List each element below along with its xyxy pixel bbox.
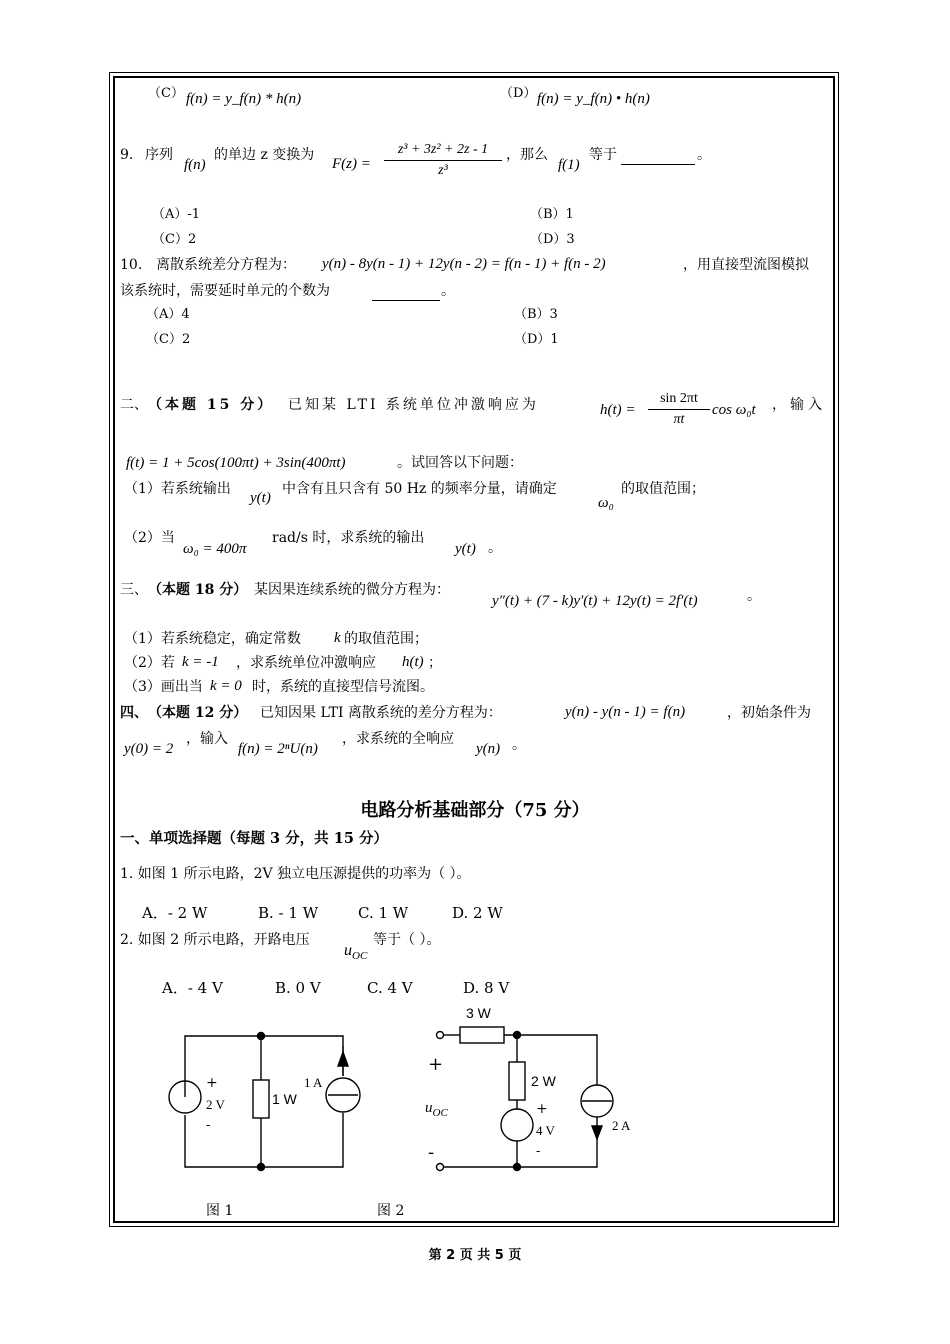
p2-h-expr: h(t) =	[600, 402, 636, 418]
q9-f1: f(1)	[558, 157, 580, 173]
p4-text-2: ，输入	[186, 731, 228, 747]
circuit-part-title: 电路分析基础部分（75 分）	[360, 800, 590, 821]
fig1-plus-label: +	[206, 1075, 218, 1091]
fig1-resistor	[253, 1080, 269, 1118]
p2-q1-text-b: 中含有且只含有 50 Hz 的频率分量，请确定	[282, 481, 557, 497]
p2-q2-w: ω₀ = 400π	[183, 541, 247, 557]
fig2-resistor-2ohm-label: 2 W	[531, 1073, 556, 1089]
p4-heading-end: ，初始条件为	[727, 705, 811, 721]
p2-heading-end: ，输入	[772, 397, 826, 413]
cq2-text-2: 等于（ ）。	[373, 932, 441, 948]
fig2-voltage-source	[501, 1109, 533, 1141]
cq2-uoc: $u_{OC}$	[344, 942, 368, 963]
page-number: 第 2 页 共 5 页	[428, 1248, 522, 1263]
p2-h-numerator: sin 2πt	[660, 391, 698, 406]
p3-q3-text-b: 时，系统的直接型信号流图。	[252, 679, 434, 695]
p3-q2-text-a: （2）若	[124, 655, 175, 671]
p3-equation-end: 。	[747, 588, 761, 604]
p3-heading-prefix: 三、	[120, 582, 148, 598]
p3-q1-text-b: 的取值范围；	[344, 631, 428, 647]
q9-numerator: z³ + 3z² + 2z - 1	[397, 142, 489, 157]
p2-q2-text-a: （2）当	[124, 530, 175, 546]
fig2-resistor-3ohm-label: 3 W	[466, 1005, 491, 1021]
p4-heading-prefix: 四、	[120, 705, 148, 721]
cq2-option-d: D. 8 V	[463, 979, 510, 997]
q9-number: 9.	[120, 147, 134, 163]
p2-q1-y: y(t)	[250, 490, 271, 506]
fig1-node-top	[258, 1033, 265, 1040]
p4-text-3: ，求系统的全响应	[342, 731, 454, 747]
p3-q2-h: h(t)	[402, 654, 424, 670]
q10-line-2-end: 。	[441, 283, 455, 299]
fig2-vs-label: 4 V	[536, 1123, 555, 1138]
p3-q3-k: k = 0	[210, 678, 242, 694]
p4-equation: y(n) - y(n - 1) = f(n)	[565, 704, 686, 720]
p3-q1-k: k	[334, 630, 341, 646]
fig1-node-bottom	[258, 1164, 265, 1171]
p2-h-denominator: πt	[673, 412, 685, 427]
p2-h-cos: cos ω₀t	[712, 402, 756, 418]
p2-heading-text: 已知某 LTI 系统单位冲激响应为	[288, 397, 539, 413]
p3-equation: y″(t) + (7 - k)y′(t) + 12y(t) = 2f′(t)	[492, 593, 698, 609]
p3-q2-text-c: ；	[428, 655, 442, 671]
cq1-option-b: B. - 1 W	[258, 904, 319, 922]
fig2-current-arrow	[592, 1126, 602, 1139]
p2-q2-text-c: 。	[488, 540, 502, 556]
q9-fn: f(n)	[184, 157, 206, 173]
p3-q2-k: k = -1	[182, 654, 219, 670]
q9-text-5: 。	[697, 147, 711, 163]
fig2-resistor-3ohm	[460, 1027, 504, 1043]
fig2-vs-plus: +	[536, 1101, 548, 1117]
p2-heading-score: （本题 15 分）	[148, 397, 275, 413]
fig2-resistor-2ohm	[509, 1062, 525, 1100]
cq2-text-1: 2. 如图 2 所示电路，开路电压	[120, 932, 310, 948]
p4-heading-score: （本题 12 分）	[148, 705, 248, 721]
q10-line-2: 该系统时，需要延时单元的个数为	[120, 283, 330, 299]
q9-text-3: ，那么	[506, 147, 548, 163]
fig2-terminal-bottom	[437, 1164, 444, 1171]
p3-q1-text-a: （1）若系统稳定，确定常数	[124, 631, 301, 647]
fig1-resistor-label: 1 W	[272, 1091, 297, 1107]
q9-option-a: （A）-1	[152, 207, 201, 222]
fig2-terminal-top	[437, 1032, 444, 1039]
figure-2	[437, 1027, 614, 1171]
q9-option-b: （B）1	[530, 207, 574, 222]
p4-f-expr: f(n) = 2ⁿU(n)	[238, 741, 318, 757]
fig1-minus-label: -	[206, 1118, 211, 1133]
q10-option-d: （D）1	[514, 332, 559, 347]
p3-q2-text-b: ，求系统单位冲激响应	[236, 655, 376, 671]
fig2-vs-minus: -	[536, 1144, 541, 1159]
p3-heading-score: （本题 18 分）	[148, 582, 248, 598]
fig2-output-minus: -	[428, 1142, 435, 1163]
q9-option-c: （C）2	[152, 232, 197, 247]
q10-text-1: 离散系统差分方程为：	[156, 257, 296, 273]
fig2-output-plus: +	[428, 1054, 444, 1075]
q10-text-2: ，用直接型流图模拟	[683, 257, 809, 273]
q9-text-4: 等于	[589, 147, 617, 163]
q9-text-2: 的单边 z 变换为	[214, 147, 315, 163]
fig1-current-arrow	[338, 1052, 348, 1066]
cq2-option-a: A．- 4 V	[162, 979, 223, 997]
p4-init: y(0) = 2	[124, 741, 174, 757]
p4-heading-text: 已知因果 LTI 离散系统的差分方程为：	[260, 705, 502, 721]
p3-q3-text-a: （3）画出当	[124, 679, 203, 695]
p4-yn: y(n)	[476, 741, 501, 757]
cq1-option-d: D. 2 W	[452, 904, 503, 922]
q10-equation: y(n) - 8y(n - 1) + 12y(n - 2) = f(n - 1) + f(n - 2)	[322, 256, 606, 272]
cq1-option-a: A．- 2 W	[142, 904, 208, 922]
p4-text-4: 。	[512, 737, 526, 753]
circuit-section-heading: 一、单项选择题（每题 3 分，共 15 分）	[120, 830, 388, 847]
cq2-option-c: C. 4 V	[367, 979, 413, 997]
q9-denominator: z³	[438, 163, 448, 178]
cq1-text: 1. 如图 1 所示电路，2V 独立电压源提供的功率为（ ）。	[120, 866, 471, 882]
fig1-current-label: 1 A	[304, 1075, 323, 1090]
fig2-current-label: 2 A	[612, 1118, 631, 1133]
p2-q2-y: y(t)	[455, 541, 476, 557]
q10-option-b: （B）3	[514, 307, 558, 322]
fig1-caption: 图 1	[206, 1203, 234, 1219]
p2-q2-text-b: rad/s 时，求系统的输出	[272, 530, 425, 546]
figure-1	[169, 1033, 360, 1171]
p2-q1-text-a: （1）若系统输出	[124, 481, 231, 497]
p3-heading-text: 某因果连续系统的微分方程为：	[254, 582, 450, 598]
q10-option-a: （A）4	[146, 307, 190, 322]
q8-option-c-label: （C）	[148, 86, 184, 101]
q8-option-d-expr: f(n) = y_f(n) • h(n)	[537, 91, 650, 107]
fig1-voltage-label: 2 V	[206, 1097, 225, 1112]
q8-option-d-label: （D）	[500, 86, 537, 101]
cq1-option-c: C. 1 W	[358, 904, 409, 922]
fig2-uoc-label: $u_{OC}$	[425, 1100, 448, 1119]
q10-number: 10.	[120, 257, 143, 273]
cq2-option-b: B. 0 V	[275, 979, 321, 997]
q9-option-d: （D）3	[530, 232, 575, 247]
p2-heading-prefix: 二、	[120, 397, 148, 413]
q8-option-c-expr: f(n) = y_f(n) * h(n)	[186, 91, 302, 107]
p2-q1-w: ω₀	[598, 495, 614, 511]
p2-f-text: 。试回答以下问题：	[397, 455, 523, 471]
fig2-node-bottom	[514, 1164, 521, 1171]
q9-text-1: 序列	[145, 147, 173, 163]
q10-option-c: （C）2	[146, 332, 191, 347]
fig2-caption: 图 2	[377, 1203, 405, 1219]
p2-q1-text-c: 的取值范围；	[621, 481, 705, 497]
fig2-node-top	[514, 1032, 521, 1039]
p2-f-expr: f(t) = 1 + 5cos(100πt) + 3sin(400πt)	[126, 455, 346, 471]
q9-Fz: F(z) =	[332, 156, 371, 172]
